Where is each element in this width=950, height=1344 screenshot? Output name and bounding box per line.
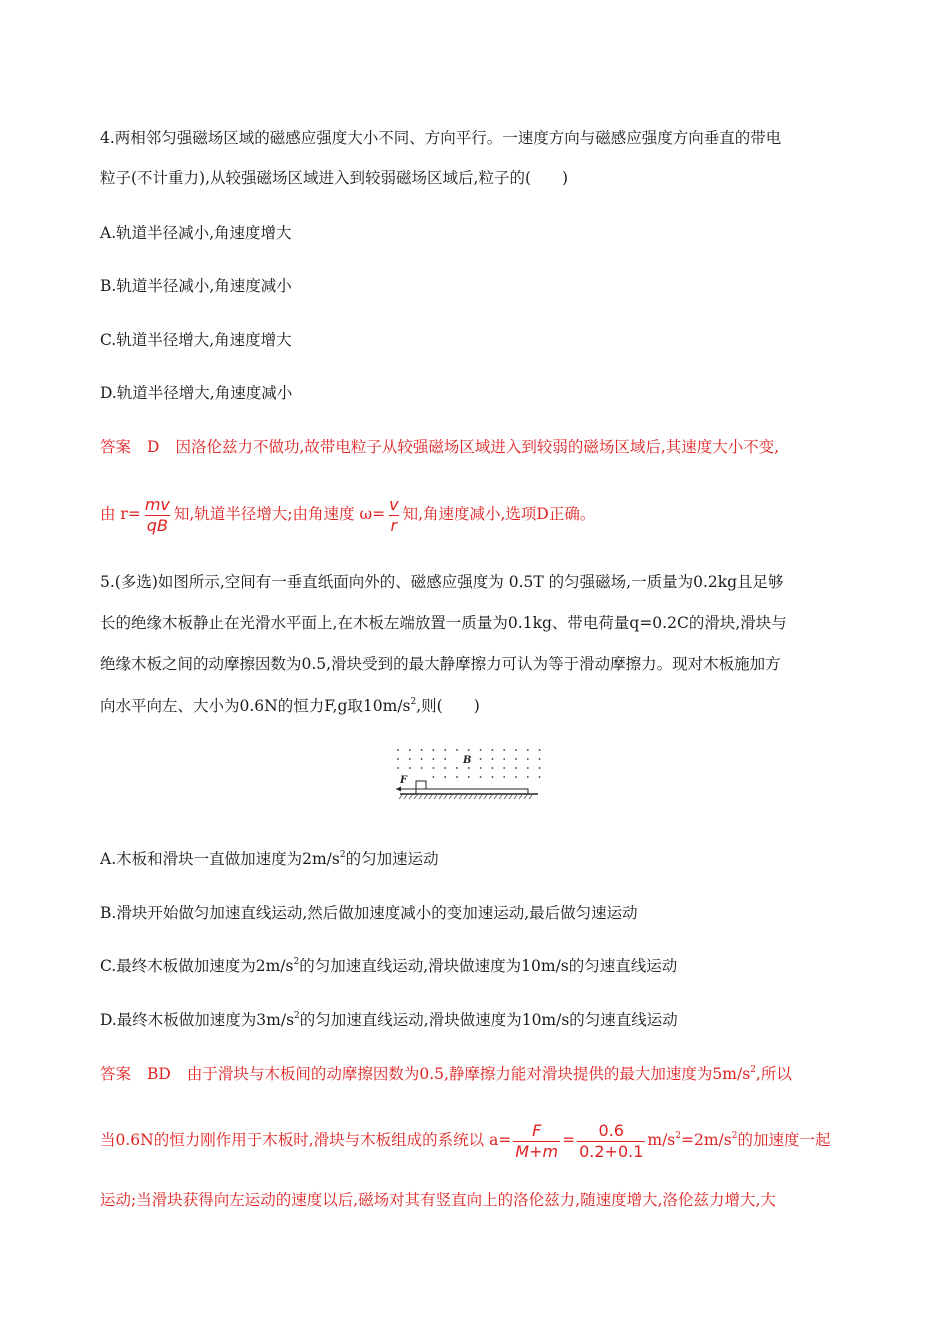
field-dot: [515, 758, 517, 760]
hatch-line: [494, 795, 497, 799]
q5-stem-line1: 5.(多选)如图所示,空间有一垂直纸面向外的、磁感应强度为 0.5T 的匀强磁场,一质量为0.2kg且足够: [100, 573, 784, 591]
answer-text: 当0.6N的恒力刚作用于木板时,滑块与木板组成的系统以 a=: [100, 1131, 512, 1149]
hatch-line: [409, 795, 412, 799]
field-dot: [397, 767, 399, 769]
option-text: 的匀加速运动: [345, 850, 439, 868]
force-arrow-head: [396, 787, 401, 792]
q5-answer-line3: 运动;当滑块获得向左运动的速度以后,磁场对其有竖直向上的洛伦兹力,随速度增大,洛伦兹力增大,大: [100, 1191, 776, 1209]
superscript: 2: [339, 850, 346, 860]
hatch-line: [514, 795, 517, 799]
option-text: D.最终木板做加速度为3m/s: [100, 1011, 295, 1029]
field-dot: [409, 767, 411, 769]
hatch-line: [504, 795, 507, 799]
q4-answer-line1: [100, 437, 779, 457]
field-dot: [480, 749, 482, 751]
hatch-line: [439, 795, 442, 799]
hatch-line: [484, 795, 487, 799]
ground-hatching: [399, 795, 532, 799]
q5-option-d: [100, 1010, 678, 1030]
q5-option-c: [100, 956, 677, 976]
field-dot: [456, 749, 458, 751]
hatch-line: [399, 795, 402, 799]
field-dot: [527, 767, 529, 769]
field-dot: [468, 776, 470, 778]
field-dot: [456, 776, 458, 778]
superscript: 2: [294, 1011, 300, 1021]
answer-text: 的加速度一起: [737, 1131, 831, 1149]
acceleration-fraction: [513, 1121, 560, 1162]
field-dot: [515, 776, 517, 778]
field-dot: [444, 758, 446, 760]
option-text: 的匀加速直线运动,滑块做速度为10m/s的匀速直线运动: [299, 957, 678, 975]
hatch-line: [499, 795, 502, 799]
hatch-line: [429, 795, 432, 799]
hatch-line: [454, 795, 457, 799]
fraction-denominator: 0.2+0.1: [579, 1141, 644, 1161]
hatch-line: [464, 795, 467, 799]
hatch-line: [459, 795, 462, 799]
q5-option-a: [100, 849, 439, 869]
q5-answer-line1: [100, 1064, 792, 1084]
field-dot: [480, 758, 482, 760]
field-dot: [503, 767, 505, 769]
field-dot: [503, 758, 505, 760]
figure-drawing: [394, 746, 544, 802]
field-dot: [492, 767, 494, 769]
fraction-denominator: r: [390, 515, 398, 535]
field-dot: [468, 749, 470, 751]
hatch-line: [519, 795, 522, 799]
superscript: 2: [750, 1065, 756, 1075]
answer-value: D: [147, 438, 160, 456]
q4-option-a: A.轨道半径减小,角速度增大: [100, 224, 292, 242]
hatch-line: [474, 795, 477, 799]
field-dot: [421, 767, 423, 769]
hatch-line: [489, 795, 492, 799]
field-dot: [527, 758, 529, 760]
field-dot: [421, 758, 423, 760]
field-dot: [444, 749, 446, 751]
field-label-b: B: [463, 755, 472, 766]
hatch-line: [404, 795, 407, 799]
q5-option-b: B.滑块开始做匀加速直线运动,然后做加速度减小的变加速运动,最后做匀速运动: [100, 904, 638, 922]
field-dot: [433, 758, 435, 760]
fraction-numerator: F: [532, 1120, 542, 1140]
q5-stem-line2: 长的绝缘木板静止在光滑水平面上,在木板左端放置一质量为0.1kg、带电荷量q=0.2C的滑块,滑块与: [100, 614, 787, 632]
fraction-denominator: qB: [146, 515, 168, 535]
hatch-line: [469, 795, 472, 799]
hatch-line: [419, 795, 422, 799]
superscript: 2: [731, 1131, 738, 1141]
magnetic-field-figure: [394, 746, 544, 806]
fraction-numerator: 0.6: [598, 1120, 624, 1140]
field-dot: [527, 749, 529, 751]
answer-label: 答案: [100, 1065, 132, 1083]
hatch-line: [449, 795, 452, 799]
answer-text: ,所以: [755, 1065, 792, 1083]
field-dot: [397, 749, 399, 751]
field-dot: [503, 776, 505, 778]
force-label-f: F: [400, 775, 408, 786]
radius-fraction: [143, 495, 172, 536]
q5-answer-line2: [100, 1118, 830, 1162]
option-text: 的匀加速直线运动,滑块做速度为10m/s的匀速直线运动: [299, 1011, 678, 1029]
field-dot: [492, 749, 494, 751]
stem-text: ,则( ): [416, 697, 480, 715]
field-dot: [468, 767, 470, 769]
fraction-numerator: v: [389, 494, 399, 514]
field-dot: [409, 749, 411, 751]
field-dot: [397, 758, 399, 760]
slider-block: [416, 781, 426, 789]
q4-stem-line2: 粒子(不计重力),从较强磁场区域进入到较弱磁场区域后,粒子的( ): [100, 169, 569, 187]
field-dot: [515, 749, 517, 751]
field-dot: [480, 767, 482, 769]
field-dot: [492, 776, 494, 778]
field-dot: [480, 776, 482, 778]
q4-option-c: C.轨道半径增大,角速度增大: [100, 331, 292, 349]
answer-explanation: 因洛伦兹力不做功,故带电粒子从较强磁场区域进入到较弱的磁场区域后,其速度大小不变,: [175, 438, 780, 456]
field-dot: [444, 776, 446, 778]
option-text: C.最终木板做加速度为2m/s: [100, 957, 294, 975]
field-dot: [444, 767, 446, 769]
superscript: 2: [293, 957, 300, 967]
fraction-denominator: M+m: [515, 1141, 559, 1161]
hatch-line: [424, 795, 427, 799]
field-dot: [503, 749, 505, 751]
field-dot: [409, 758, 411, 760]
hatch-line: [479, 795, 482, 799]
field-dot: [539, 758, 541, 760]
hatch-line: [444, 795, 447, 799]
q4-option-d: D.轨道半径增大,角速度减小: [100, 384, 293, 402]
answer-label: 答案: [100, 438, 132, 456]
numeric-fraction: [577, 1121, 645, 1162]
fraction-numerator: mv: [144, 494, 170, 514]
equals-sign: =: [562, 1131, 576, 1149]
answer-text: 由 r=: [100, 505, 141, 523]
hatch-line: [529, 795, 532, 799]
answer-text: m/s: [647, 1131, 676, 1149]
field-dot: [433, 776, 435, 778]
field-dot: [539, 749, 541, 751]
q5-stem-line4: [100, 696, 480, 716]
q4-answer-line2: [100, 492, 595, 536]
field-dot: [433, 749, 435, 751]
hatch-line: [434, 795, 437, 799]
field-dot: [515, 767, 517, 769]
hatch-line: [414, 795, 417, 799]
answer-text: 知,轨道半径增大;由角速度 ω=: [173, 505, 386, 523]
field-dot: [456, 767, 458, 769]
answer-text: 知,角速度减小,选项D正确。: [402, 505, 596, 523]
field-dot: [433, 767, 435, 769]
answer-text: 由于滑块与木板间的动摩擦因数为0.5,静摩擦力能对滑块提供的最大加速度为5m/s: [186, 1065, 751, 1083]
option-text: A.木板和滑块一直做加速度为2m/s: [100, 850, 340, 868]
q4-option-b: B.轨道半径减小,角速度减小: [100, 277, 292, 295]
q4-stem-line1: 4.两相邻匀强磁场区域的磁感应强度大小不同、方向平行。一速度方向与磁感应强度方向垂直的带电: [100, 129, 782, 147]
field-dot: [539, 767, 541, 769]
answer-text: =2m/s: [681, 1131, 732, 1149]
field-dot: [527, 776, 529, 778]
superscript: 2: [675, 1131, 681, 1141]
answer-value: BD: [147, 1065, 171, 1083]
field-dot: [539, 776, 541, 778]
hatch-line: [509, 795, 512, 799]
stem-text: 向水平向左、大小为0.6N的恒力F,g取10m/s: [100, 697, 411, 715]
field-dot: [421, 749, 423, 751]
omega-fraction: [387, 495, 400, 536]
q5-stem-line3: 绝缘木板之间的动摩擦因数为0.5,滑块受到的最大静摩擦力可认为等于滑动摩擦力。现对木板施加方: [100, 655, 781, 673]
field-dot: [492, 758, 494, 760]
hatch-line: [524, 795, 527, 799]
superscript: 2: [410, 697, 417, 707]
